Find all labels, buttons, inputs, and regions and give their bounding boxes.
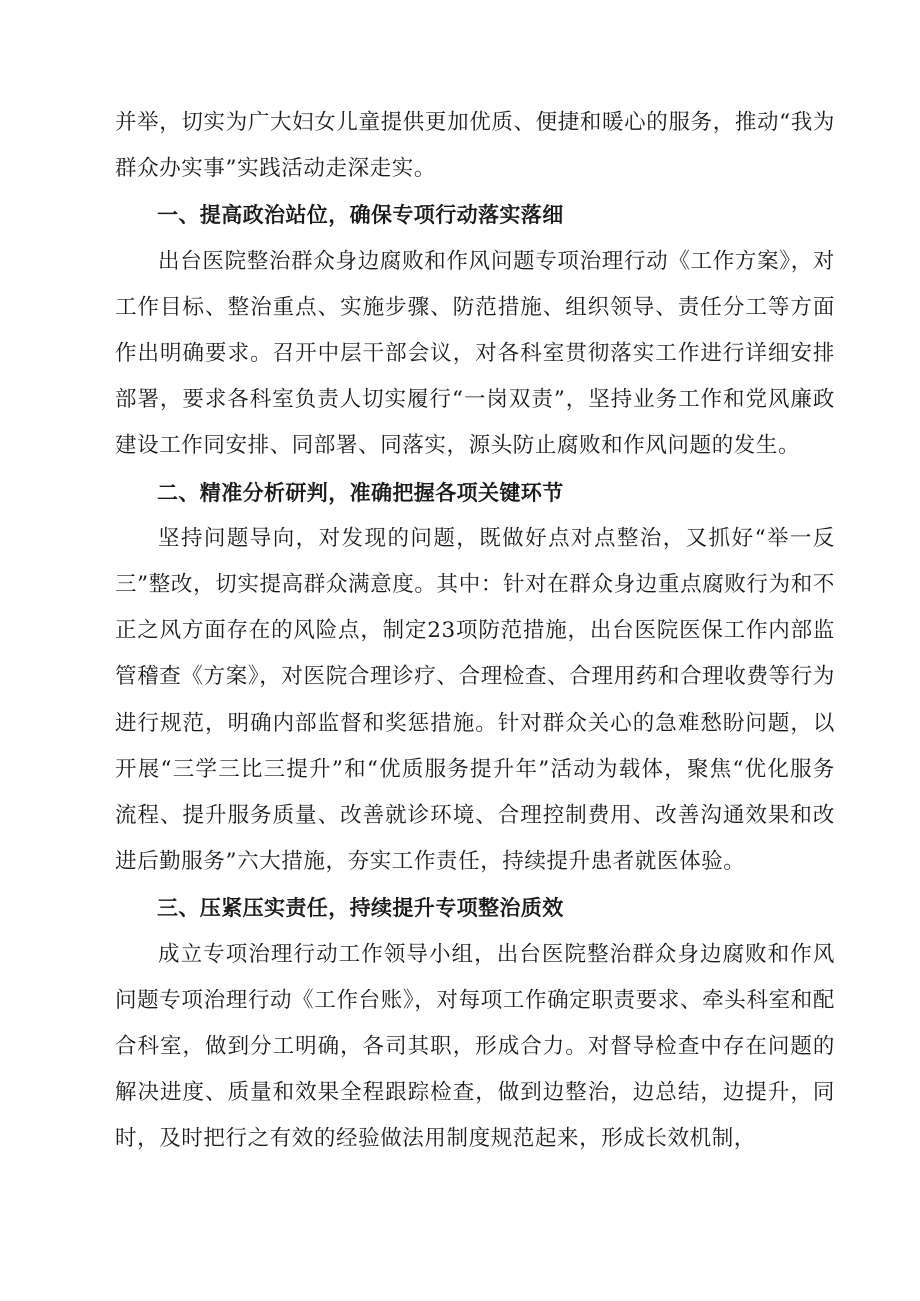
section-heading-3: 三、压紧压实责任，持续提升专项整治质效 [157,896,564,921]
section-heading-1: 一、提高政治站位，确保专项行动落实落细 [157,203,564,228]
paragraph-section-3: 成立专项治理行动工作领导小组，出台医院整治群众身边腐败和作风问题专项治理行动《工作台账》，对每项工作确定职责要求、牵头科室和配合科室，做到分工明确，各司其职，形成合力。对督导检查中存在问题的解决进度、质量和效果全程跟踪检查，做到边整治，边总结，边提升，同时，及时把行之有效的经验做法用制度规范起来，形成长效机制， [115,941,835,1152]
paragraph-section-1: 出台医院整治群众身边腐败和作风问题专项治理行动《工作方案》，对工作目标、整治重点、实施步骤、防范措施、组织领导、责任分工等方面作出明确要求。召开中层干部会议，对各科室贯彻落实工作进行详细安排部署，要求各科室负责人切实履行“一岗双责”，坚持业务工作和党风廉政建设工作同安排、同部署、同落实，源头防止腐败和作风问题的发生。 [115,248,835,459]
document-body [115,100,835,1163]
paragraph-intro-continuation: 并举，切实为广大妇女儿童提供更加优质、便捷和暖心的服务，推动“我为群众办实事”实践活动走深走实。 [115,110,835,182]
paragraph-section-2: 坚持问题导向，对发现的问题，既做好点对点整治，又抓好“举一反三”整改，切实提高群众满意度。其中：针对在群众身边重点腐败行为和不正之风方面存在的风险点，制定23项防范措施，出台医院医保工作内部监管稽查《方案》，对医院合理诊疗、合理检查、合理用药和合理收费等行为进行规范，明确内部监督和奖惩措施。针对群众关心的急难愁盼问题，以开展“三学三比三提升”和“优质服务提升年”活动为载体，聚焦“优化服务流程、提升服务质量、改善就诊环境、合理控制费用、改善沟通效果和改进后勤服务”六大措施，夯实工作责任，持续提升患者就医体验。 [115,525,835,875]
section-heading-2: 二、精准分析研判，准确把握各项关键环节 [157,480,564,505]
